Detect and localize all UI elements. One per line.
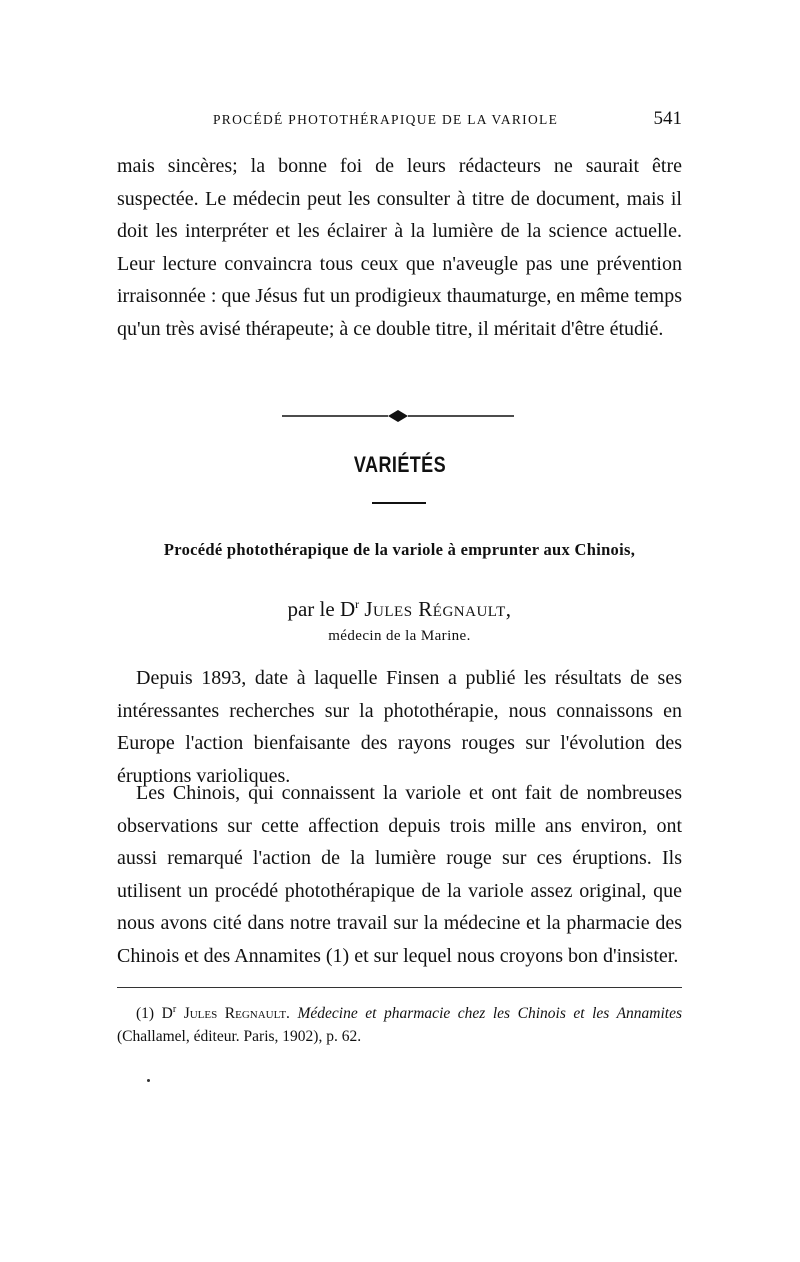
author-line	[117, 597, 682, 622]
paragraph-1: mais sincères; la bonne foi de leurs rédacteurs ne saurait être suspectée. Le médecin peut les consulter à titre de document, mais il doit les interpréter et les éclairer à la lumière de la science actuelle. Leur lecture convaincra tous ceux que n'aveugle pas une prévention irraisonnée : que Jésus fut un prodigieux thaumaturge, en même temps qu'un très avisé thérapeute; à ce double titre, il méritait d'être étudié.	[117, 155, 682, 340]
footnote-rule	[117, 987, 682, 988]
footnote-publisher: (Challamel, éditeur. Paris, 1902), p. 62.	[117, 1028, 362, 1046]
author-prefix: par le D	[287, 597, 356, 621]
page-number: 541	[653, 108, 682, 129]
section-title: VARIÉTÉS	[353, 452, 447, 477]
running-title: PROCÉDÉ PHOTOTHÉRAPIQUE DE LA VARIOLE	[213, 112, 559, 127]
author-name: Jules Régnault,	[364, 597, 512, 621]
paragraph-2: Depuis 1893, date à laquelle Finsen a publié les résultats de ses intéressantes recherches sur la photothérapie, nous connaissons en Europe l'action bienfaisante des rayons rouges sur l'évolution des éruptions varioliques.	[117, 667, 682, 787]
footnote-marker-superscript: r	[172, 1004, 177, 1015]
footnote-author: Jules Regnault.	[183, 1005, 290, 1023]
footnote	[117, 998, 682, 1048]
author-title-superscript: r	[355, 597, 360, 611]
paragraph-3: Les Chinois, qui connaissent la variole et ont fait de nombreuses observations sur cette affection depuis trois mille ans environ, ont aussi remarqué l'action de la lumière rouge sur ces éruptions. Ils utilisent un procédé photothérapique de la variole assez original, que nous avons cité dans notre travail sur la médecine et la pharmacie des Chinois et des Annamites (1) et sur lequel nous croyons bon d'insister.	[117, 782, 682, 967]
running-head	[117, 108, 682, 132]
ornament-divider-icon	[282, 406, 514, 426]
author-affiliation: médecin de la Marine.	[328, 628, 471, 644]
footnote-work-title: Médecine et pharmacie chez les Chinois et les Annamites	[297, 1005, 683, 1023]
print-speck	[147, 1079, 150, 1082]
footnote-marker: (1) D	[136, 1005, 173, 1023]
title-rule	[372, 502, 426, 504]
article-title: Procédé photothérapique de la variole à emprunter aux Chinois,	[163, 540, 636, 559]
